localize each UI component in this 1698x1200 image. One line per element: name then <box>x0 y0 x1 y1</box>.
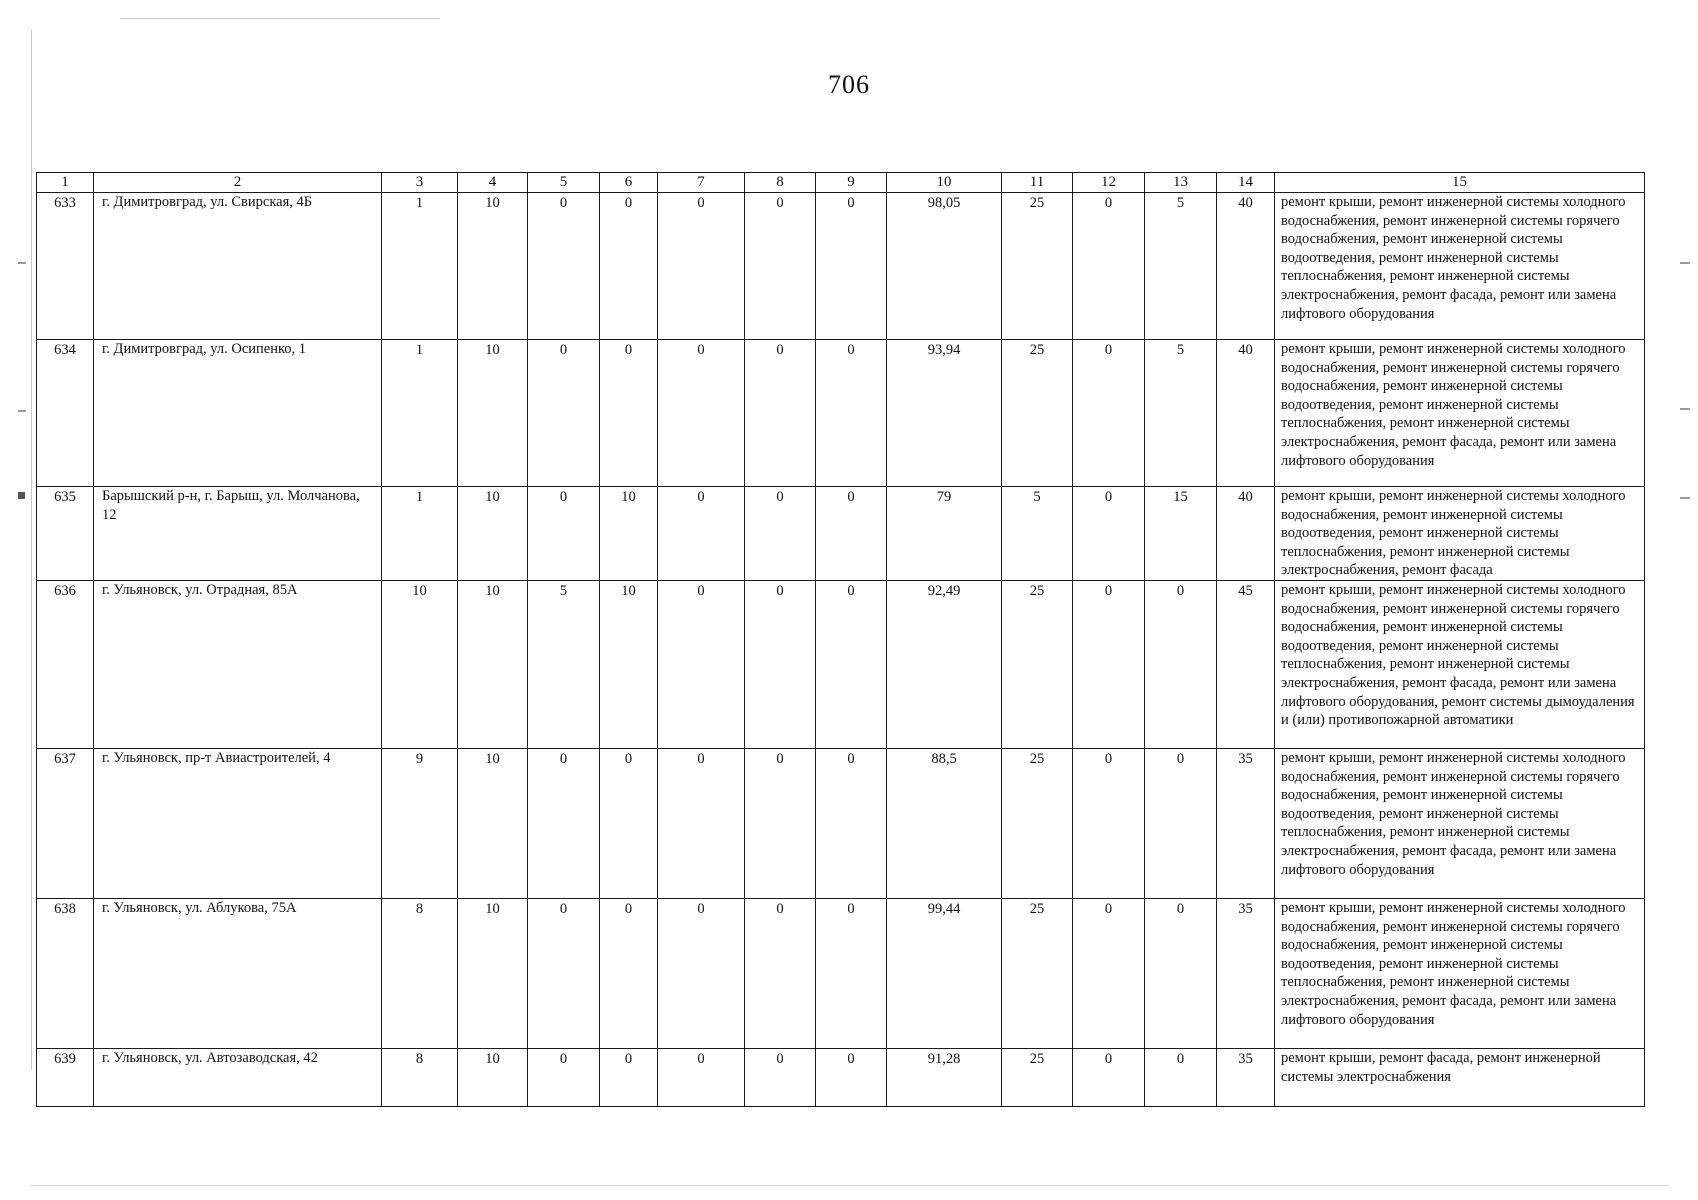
value-cell: 5 <box>1145 193 1217 340</box>
value-cell: 10 <box>458 340 528 487</box>
works-description-cell: ремонт крыши, ремонт инженерной системы холодного водоснабжения, ремонт инженерной системы горячего водоснабжения, ремонт инженерной системы водоотведения, ремонт инженерной системы теплоснабжения, ремонт инженерной системы электроснабжения, ремонт фасада, ремонт или замена лифтового оборудования <box>1275 749 1645 899</box>
scan-mark-left-1 <box>18 262 26 264</box>
value-cell: 10 <box>600 581 658 749</box>
row-number: 633 <box>37 193 94 340</box>
value-cell: 25 <box>1002 899 1073 1049</box>
row-number: 637 <box>37 749 94 899</box>
column-header: 13 <box>1145 173 1217 193</box>
value-cell: 0 <box>745 581 816 749</box>
total-cell: 35 <box>1217 899 1275 1049</box>
value-cell: 5 <box>1145 340 1217 487</box>
value-cell: 25 <box>1002 340 1073 487</box>
value-cell: 0 <box>658 581 745 749</box>
value-cell: 0 <box>600 193 658 340</box>
value-cell: 0 <box>1145 581 1217 749</box>
value-cell: 0 <box>816 340 887 487</box>
works-description-cell: ремонт крыши, ремонт фасада, ремонт инженерной системы электроснабжения <box>1275 1049 1645 1107</box>
value-cell: 10 <box>382 581 458 749</box>
value-cell: 0 <box>745 749 816 899</box>
column-header: 2 <box>94 173 382 193</box>
column-header: 9 <box>816 173 887 193</box>
row-number: 635 <box>37 487 94 581</box>
column-header: 6 <box>600 173 658 193</box>
scan-mark-left-3 <box>18 492 25 499</box>
value-cell: 1 <box>382 340 458 487</box>
works-description-cell: ремонт крыши, ремонт инженерной системы холодного водоснабжения, ремонт инженерной системы водоотведения, ремонт инженерной системы теплоснабжения, ремонт инженерной системы электроснабжения, ремонт фасада <box>1275 487 1645 581</box>
column-header: 4 <box>458 173 528 193</box>
table-row <box>37 581 1645 749</box>
scan-mark-right-1 <box>1680 262 1690 264</box>
value-cell: 0 <box>1073 581 1145 749</box>
value-cell: 0 <box>658 899 745 1049</box>
value-cell: 9 <box>382 749 458 899</box>
value-cell: 0 <box>816 193 887 340</box>
value-cell: 8 <box>382 1049 458 1107</box>
value-cell: 0 <box>600 749 658 899</box>
scan-mark-right-3 <box>1680 497 1690 499</box>
address-cell: Барышский р-н, г. Барыш, ул. Молчанова, 12 <box>94 487 382 581</box>
value-cell: 10 <box>458 1049 528 1107</box>
scan-mark-bottom <box>30 1185 1670 1186</box>
table-row <box>37 1049 1645 1107</box>
value-cell: 0 <box>528 193 600 340</box>
value-cell: 0 <box>1145 749 1217 899</box>
header-row <box>37 173 1645 193</box>
value-cell: 0 <box>816 487 887 581</box>
value-cell: 1 <box>382 193 458 340</box>
value-cell: 93,94 <box>887 340 1002 487</box>
value-cell: 0 <box>816 899 887 1049</box>
value-cell: 10 <box>458 749 528 899</box>
address-cell: г. Ульяновск, пр-т Авиастроителей, 4 <box>94 749 382 899</box>
page-number: 706 <box>828 70 870 99</box>
column-header: 15 <box>1275 173 1645 193</box>
table-row <box>37 749 1645 899</box>
value-cell: 0 <box>1073 340 1145 487</box>
value-cell: 0 <box>745 340 816 487</box>
value-cell: 88,5 <box>887 749 1002 899</box>
value-cell: 0 <box>745 193 816 340</box>
value-cell: 10 <box>458 487 528 581</box>
row-number: 638 <box>37 899 94 1049</box>
total-cell: 45 <box>1217 581 1275 749</box>
column-header: 1 <box>37 173 94 193</box>
total-cell: 35 <box>1217 749 1275 899</box>
works-description-cell: ремонт крыши, ремонт инженерной системы холодного водоснабжения, ремонт инженерной системы горячего водоснабжения, ремонт инженерной системы водоотведения, ремонт инженерной системы теплоснабжения, ремонт инженерной системы электроснабжения, ремонт фасада, ремонт или замена лифтового оборудования <box>1275 899 1645 1049</box>
value-cell: 0 <box>528 487 600 581</box>
value-cell: 10 <box>458 193 528 340</box>
scan-mark-top <box>120 18 440 19</box>
value-cell: 0 <box>658 340 745 487</box>
scan-mark-right-2 <box>1680 408 1690 410</box>
value-cell: 0 <box>528 749 600 899</box>
value-cell: 0 <box>658 193 745 340</box>
scan-mark-left-2 <box>18 410 26 412</box>
value-cell: 99,44 <box>887 899 1002 1049</box>
value-cell: 25 <box>1002 581 1073 749</box>
value-cell: 25 <box>1002 193 1073 340</box>
total-cell: 40 <box>1217 193 1275 340</box>
value-cell: 0 <box>528 340 600 487</box>
table-row <box>37 340 1645 487</box>
value-cell: 79 <box>887 487 1002 581</box>
value-cell: 0 <box>816 749 887 899</box>
table-row <box>37 193 1645 340</box>
column-header: 8 <box>745 173 816 193</box>
address-cell: г. Ульяновск, ул. Автозаводская, 42 <box>94 1049 382 1107</box>
value-cell: 10 <box>458 899 528 1049</box>
address-cell: г. Димитровград, ул. Свирская, 4Б <box>94 193 382 340</box>
table-row <box>37 899 1645 1049</box>
value-cell: 5 <box>1002 487 1073 581</box>
column-header: 12 <box>1073 173 1145 193</box>
works-description-cell: ремонт крыши, ремонт инженерной системы холодного водоснабжения, ремонт инженерной системы горячего водоснабжения, ремонт инженерной системы водоотведения, ремонт инженерной системы теплоснабжения, ремонт инженерной системы электроснабжения, ремонт фасада, ремонт или замена лифтового оборудования <box>1275 340 1645 487</box>
value-cell: 98,05 <box>887 193 1002 340</box>
total-cell: 35 <box>1217 1049 1275 1107</box>
value-cell: 5 <box>528 581 600 749</box>
works-description-cell: ремонт крыши, ремонт инженерной системы холодного водоснабжения, ремонт инженерной системы горячего водоснабжения, ремонт инженерной системы водоотведения, ремонт инженерной системы теплоснабжения, ремонт инженерной системы электроснабжения, ремонт фасада, ремонт или замена лифтового оборудования, ремонт системы дымоудаления и (или) противопожарной автоматики <box>1275 581 1645 749</box>
value-cell: 0 <box>1073 487 1145 581</box>
column-header: 10 <box>887 173 1002 193</box>
value-cell: 0 <box>658 487 745 581</box>
value-cell: 0 <box>1073 899 1145 1049</box>
registry-table <box>36 172 1645 1107</box>
value-cell: 92,49 <box>887 581 1002 749</box>
value-cell: 0 <box>658 1049 745 1107</box>
value-cell: 15 <box>1145 487 1217 581</box>
value-cell: 0 <box>1145 1049 1217 1107</box>
value-cell: 0 <box>1145 899 1217 1049</box>
value-cell: 0 <box>528 899 600 1049</box>
value-cell: 0 <box>745 487 816 581</box>
scan-border-left <box>31 30 32 1070</box>
column-header: 14 <box>1217 173 1275 193</box>
value-cell: 0 <box>1073 1049 1145 1107</box>
value-cell: 0 <box>816 581 887 749</box>
value-cell: 0 <box>745 899 816 1049</box>
value-cell: 0 <box>1073 193 1145 340</box>
value-cell: 0 <box>1073 749 1145 899</box>
value-cell: 0 <box>528 1049 600 1107</box>
value-cell: 1 <box>382 487 458 581</box>
value-cell: 0 <box>600 899 658 1049</box>
value-cell: 0 <box>658 749 745 899</box>
value-cell: 10 <box>458 581 528 749</box>
value-cell: 0 <box>600 1049 658 1107</box>
value-cell: 10 <box>600 487 658 581</box>
row-number: 639 <box>37 1049 94 1107</box>
value-cell: 91,28 <box>887 1049 1002 1107</box>
address-cell: г. Ульяновск, ул. Аблукова, 75А <box>94 899 382 1049</box>
value-cell: 0 <box>745 1049 816 1107</box>
value-cell: 25 <box>1002 1049 1073 1107</box>
value-cell: 0 <box>816 1049 887 1107</box>
value-cell: 8 <box>382 899 458 1049</box>
column-header: 11 <box>1002 173 1073 193</box>
column-header: 7 <box>658 173 745 193</box>
column-header: 5 <box>528 173 600 193</box>
row-number: 636 <box>37 581 94 749</box>
value-cell: 25 <box>1002 749 1073 899</box>
total-cell: 40 <box>1217 340 1275 487</box>
address-cell: г. Димитровград, ул. Осипенко, 1 <box>94 340 382 487</box>
address-cell: г. Ульяновск, ул. Отрадная, 85А <box>94 581 382 749</box>
column-header: 3 <box>382 173 458 193</box>
total-cell: 40 <box>1217 487 1275 581</box>
value-cell: 0 <box>600 340 658 487</box>
row-number: 634 <box>37 340 94 487</box>
table-row <box>37 487 1645 581</box>
works-description-cell: ремонт крыши, ремонт инженерной системы холодного водоснабжения, ремонт инженерной системы горячего водоснабжения, ремонт инженерной системы водоотведения, ремонт инженерной системы теплоснабжения, ремонт инженерной системы электроснабжения, ремонт фасада, ремонт или замена лифтового оборудования <box>1275 193 1645 340</box>
